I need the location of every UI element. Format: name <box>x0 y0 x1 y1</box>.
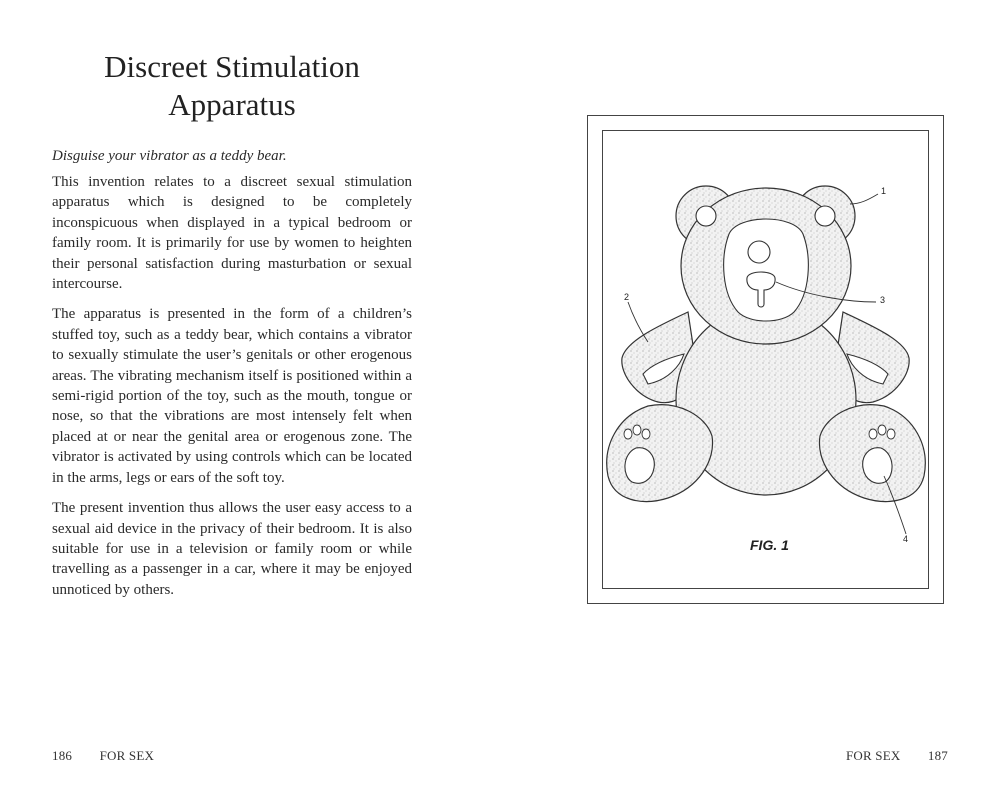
right-folio <box>846 748 948 764</box>
paragraph: The apparatus is presented in the form of a children’s stuffed toy, such as a teddy bear, which contains a vibrator to sexually stimulate the user’s genitals or other erogenous areas. The vibrating mechanism itself is positioned within a semi-rigid portion of the toy, such as the mouth, tongue or nose, so that the vibrations are most intensely felt when placed at or near the genital area or erogenous zone. The vibrator is activated by using controls which can be located in the arms, legs or ears of the soft toy. <box>52 306 412 486</box>
page-title <box>52 48 412 124</box>
callout-2: 2 <box>624 292 630 302</box>
bear-left-leg <box>607 405 713 502</box>
title-line-2: Apparatus <box>168 87 296 122</box>
title-line-1: Discreet Stimulation <box>104 49 360 84</box>
bear-right-inner-ear <box>815 206 835 226</box>
bear-left-foot-pad <box>625 448 654 483</box>
teddy-bear-drawing <box>588 116 945 605</box>
figure-caption: FIG. 1 <box>750 537 789 553</box>
bear-right-foot-pad <box>863 448 892 483</box>
paragraph: This invention relates to a discreet sexual stimulation apparatus which is designed to be completely inconspicuous when displayed in a typical bedroom or family room. It is primarily for use by women to heighten their personal satisfaction during masturbation or sexual intercourse. <box>52 174 412 293</box>
subtitle: Disguise your vibrator as a teddy bear. <box>52 148 287 164</box>
bear-left-inner-ear <box>696 206 716 226</box>
callout-1: 1 <box>881 186 887 196</box>
bear-face-opening <box>724 219 809 321</box>
bear-nose <box>748 241 770 263</box>
callout-3: 3 <box>880 295 886 305</box>
body-text <box>52 172 412 610</box>
right-running-head: FOR SEX <box>845 748 901 763</box>
paragraph: The present invention thus allows the user easy access to a sexual aid device in the privacy of their bedroom. It is also suitable for use in a television or family room or while travelling as a passenger in a car, where it may be enjoyed unnoticed by others. <box>52 500 412 598</box>
left-folio <box>52 748 154 764</box>
callout-4: 4 <box>903 534 909 544</box>
patent-figure <box>587 115 944 604</box>
left-running-head: FOR SEX <box>99 748 155 763</box>
left-page-number: 186 <box>52 748 73 763</box>
callout-1-leader <box>850 194 878 204</box>
right-page-number: 187 <box>927 748 948 763</box>
